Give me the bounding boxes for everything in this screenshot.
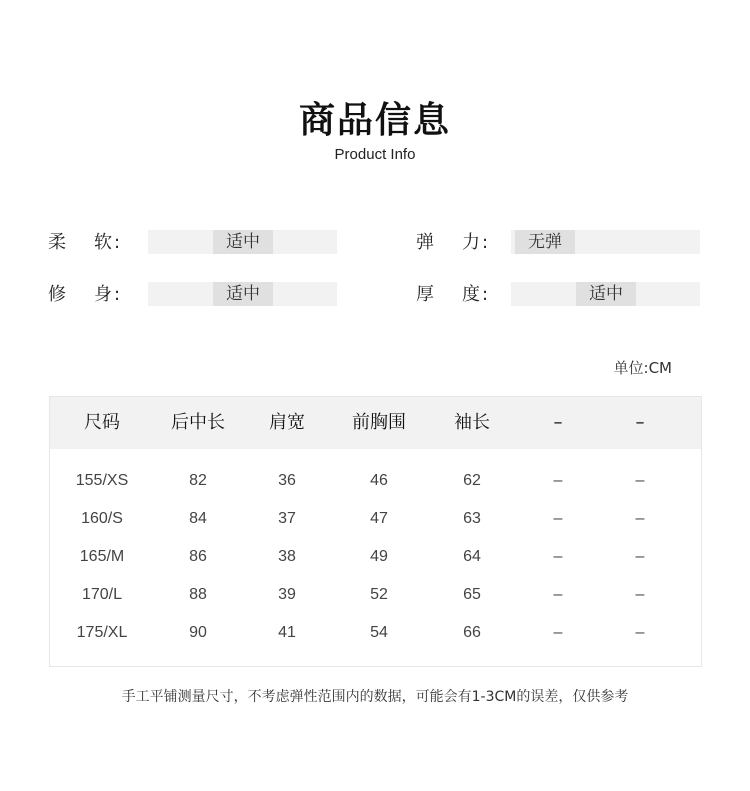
attr-label-char: 度 bbox=[462, 284, 480, 305]
table-cell: 175/XL bbox=[76, 624, 128, 641]
page-title: 商品信息 bbox=[298, 100, 451, 141]
size-table-header bbox=[50, 397, 701, 449]
table-cell: – bbox=[553, 548, 563, 565]
table-cell: 38 bbox=[278, 548, 296, 565]
unit-label: 单位:CM bbox=[613, 359, 672, 377]
attr-label-char: 弹 bbox=[416, 232, 434, 253]
attr-value-thickness: 适中 bbox=[576, 282, 636, 306]
table-cell: 84 bbox=[189, 510, 207, 527]
table-cell: 82 bbox=[189, 472, 207, 489]
table-header-cell: 前胸围 bbox=[352, 412, 406, 433]
table-cell: 41 bbox=[278, 624, 296, 641]
table-cell: 170/L bbox=[81, 586, 123, 603]
table-header-cell: 袖长 bbox=[454, 412, 490, 433]
attr-label-char: 柔 bbox=[48, 232, 66, 253]
attr-label-char: 修 bbox=[48, 284, 66, 305]
table-cell: 52 bbox=[370, 586, 388, 603]
table-cell: – bbox=[553, 586, 563, 603]
attr-scale-fit bbox=[148, 282, 337, 306]
table-header-cell: – bbox=[553, 412, 563, 433]
table-cell: 165/M bbox=[79, 548, 125, 565]
attr-label-colon: : bbox=[482, 284, 489, 305]
table-cell: 66 bbox=[463, 624, 481, 641]
table-cell: 47 bbox=[370, 510, 388, 527]
table-cell: 37 bbox=[278, 510, 296, 527]
table-cell: 64 bbox=[463, 548, 481, 565]
table-cell: 46 bbox=[370, 472, 388, 489]
table-cell: – bbox=[635, 510, 645, 527]
table-header-cell: 后中长 bbox=[171, 412, 225, 433]
attr-label-colon: : bbox=[482, 232, 489, 253]
table-cell: 36 bbox=[278, 472, 296, 489]
table-cell: 63 bbox=[463, 510, 481, 527]
table-cell: 65 bbox=[463, 586, 481, 603]
attr-value-fit: 适中 bbox=[213, 282, 273, 306]
page-subtitle: Product Info bbox=[334, 146, 416, 163]
table-cell: – bbox=[635, 586, 645, 603]
measurement-note: 手工平铺测量尺寸，不考虑弹性范围内的数据，可能会有1-3CM的误差，仅供参考 bbox=[121, 689, 629, 705]
attr-value-softness: 适中 bbox=[213, 230, 273, 254]
table-cell: 155/XS bbox=[75, 472, 129, 489]
attr-value-elasticity: 无弹 bbox=[515, 230, 575, 254]
table-header-cell: – bbox=[635, 412, 645, 433]
table-cell: 160/S bbox=[81, 510, 123, 527]
table-cell: 54 bbox=[370, 624, 388, 641]
attr-scale-softness bbox=[148, 230, 337, 254]
table-header-cell: 肩宽 bbox=[269, 412, 305, 433]
table-cell: – bbox=[635, 472, 645, 489]
table-cell: – bbox=[553, 472, 563, 489]
table-cell: 86 bbox=[189, 548, 207, 565]
size-table bbox=[49, 396, 702, 667]
attr-label-char: 软 bbox=[94, 232, 112, 253]
table-cell: – bbox=[553, 510, 563, 527]
attr-scale-elasticity bbox=[511, 230, 700, 254]
table-cell: 49 bbox=[370, 548, 388, 565]
table-cell: 62 bbox=[463, 472, 481, 489]
table-cell: 88 bbox=[189, 586, 207, 603]
table-cell: – bbox=[635, 548, 645, 565]
table-cell: – bbox=[635, 624, 645, 641]
attr-label-colon: : bbox=[114, 284, 121, 305]
table-cell: – bbox=[553, 624, 563, 641]
attr-label-char: 身 bbox=[94, 284, 112, 305]
attr-label-char: 厚 bbox=[416, 284, 434, 305]
table-header-cell: 尺码 bbox=[84, 412, 120, 433]
table-cell: 39 bbox=[278, 586, 296, 603]
table-cell: 90 bbox=[189, 624, 207, 641]
attr-label-char: 力 bbox=[462, 232, 480, 253]
attr-scale-thickness bbox=[511, 282, 700, 306]
attr-label-colon: : bbox=[114, 232, 121, 253]
